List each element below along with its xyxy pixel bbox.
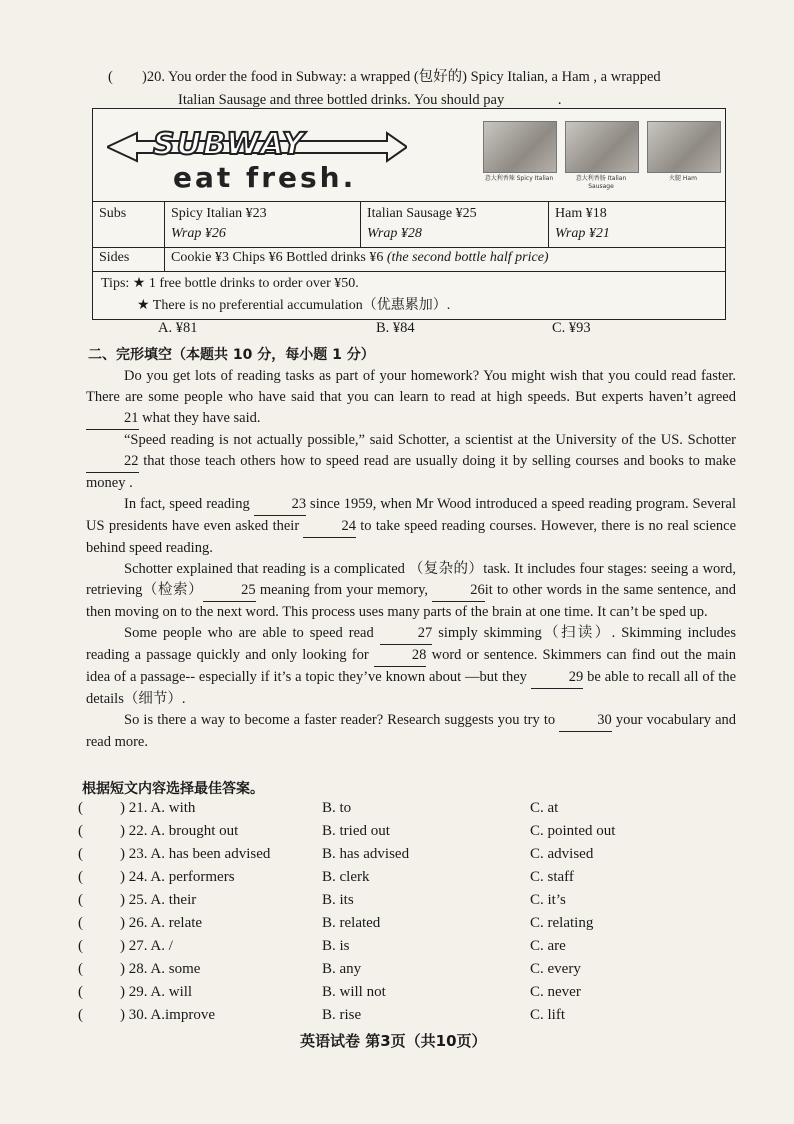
option-c: C. staff: [530, 869, 574, 885]
text: your vocabulary and read more.: [86, 712, 737, 750]
sandwich-photos: [483, 121, 719, 195]
subs-row: [93, 201, 725, 248]
tip-2: ★ There is no preferential accumulation（优惠累加）.: [137, 298, 451, 313]
option-b: B. has advised: [322, 846, 410, 862]
text: “Speed reading is not actually possible,” said Schotter, a scientist at the University of the US. Schotter: [124, 432, 736, 448]
option-b: B. tried out: [322, 823, 390, 839]
sub-item: [361, 201, 549, 247]
q20-line2: Italian Sausage and three bottled drinks. You should pay: [178, 92, 505, 108]
tip-1: Tips: ★ 1 free bottle drinks to order over ¥50.: [101, 276, 359, 291]
subs-label: Subs: [93, 201, 165, 247]
option-a: ) 26. A. relate: [120, 915, 203, 931]
option-c: C. never: [530, 984, 581, 1000]
option-c: C. at: [530, 800, 559, 816]
answer-paren: (: [78, 823, 83, 839]
q20-option-c: C. ¥93: [552, 320, 591, 336]
question-row: [78, 938, 758, 961]
paragraph-3: [86, 494, 736, 559]
option-b: B. its: [322, 892, 354, 908]
answer-paren: (: [78, 984, 83, 1000]
spicy-italian-photo: [483, 121, 557, 173]
text: word or sentence. Skimmers can find out the main idea of a passage-- especially if it’s a topic they’ve known about —but they: [86, 647, 736, 685]
sides-label: Sides: [93, 247, 165, 271]
option-b: B. any: [322, 961, 362, 977]
option-a: ) 30. A.improve: [120, 1007, 215, 1023]
sides-row: [93, 247, 725, 272]
text: what they have said.: [142, 410, 261, 426]
answer-paren: (: [78, 1007, 83, 1023]
text: simply skimming（扫读）. Skimming includes reading a passage quickly and only looking for: [86, 625, 736, 663]
answer-paren: (: [78, 915, 83, 931]
sub-name: Italian Sausage ¥25: [367, 206, 477, 221]
paragraph-2: [86, 430, 736, 494]
paragraph-4: [86, 559, 736, 623]
sub-wrap-price: Wrap ¥26: [171, 226, 226, 241]
text: be able to recall all of the details（细节）.: [86, 669, 737, 707]
option-b: B. is: [322, 938, 350, 954]
question-row: [78, 961, 758, 984]
question-row: [78, 823, 758, 846]
option-b: B. clerk: [322, 869, 370, 885]
answer-paren: (: [78, 869, 83, 885]
option-a: ) 27. A. /: [120, 938, 173, 954]
option-c: C. it’s: [530, 892, 566, 908]
text: In fact, speed reading: [124, 496, 250, 512]
ham-photo: [647, 121, 721, 173]
subway-logo-text: SUBWAY: [153, 127, 306, 162]
question-row: [78, 915, 758, 938]
text: Schotter explained that reading is a complicated （复杂的）task. It includes four stages: seeing a word, retrieving（检索）: [86, 561, 736, 598]
blank-29: 29: [531, 667, 584, 689]
option-a: ) 21. A. with: [120, 800, 196, 816]
question-row: [78, 846, 758, 869]
text: Do you get lots of reading tasks as part of your homework? You might wish that you could read faster. There are some people who have said that you can learn to read at high speeds. But experts haven’t agreed: [86, 368, 736, 405]
sub-wrap-price: Wrap ¥21: [555, 226, 610, 241]
sides-note: (the second bottle half price): [386, 250, 549, 265]
blank-26: 26: [432, 580, 485, 602]
option-a: ) 25. A. their: [120, 892, 197, 908]
q20-line1: )20. You order the food in Subway: a wrapped (包好的) Spicy Italian, a Ham , a wrapped: [142, 69, 661, 85]
sides-text: Cookie ¥3 Chips ¥6 Bottled drinks ¥6: [171, 250, 384, 265]
answer-paren: (: [78, 892, 83, 908]
question-row: [78, 892, 758, 915]
cloze-passage: [86, 366, 736, 753]
blank-28: 28: [374, 645, 427, 667]
page-footer: 英语试卷 第3页（共10页）: [300, 1032, 487, 1050]
question-row: [78, 1007, 758, 1030]
sub-item: [549, 201, 725, 247]
blank-24: 24: [303, 516, 356, 538]
option-b: B. rise: [322, 1007, 362, 1023]
option-a: ) 29. A. will: [120, 984, 193, 1000]
sub-wrap-price: Wrap ¥28: [367, 226, 422, 241]
question-row: [78, 984, 758, 1007]
option-b: B. to: [322, 800, 352, 816]
answer-paren: (: [108, 69, 113, 85]
q20-option-b: B. ¥84: [376, 320, 415, 336]
answer-paren: (: [78, 800, 83, 816]
tagline: eat fresh.: [173, 161, 357, 194]
answer-paren: (: [78, 846, 83, 862]
answer-paren: (: [78, 938, 83, 954]
subway-banner: [93, 109, 725, 202]
blank-21: 21: [86, 408, 139, 430]
choose-instruction: 根据短文内容选择最佳答案。: [82, 781, 264, 797]
option-c: C. relating: [530, 915, 594, 931]
sub-name: Ham ¥18: [555, 206, 607, 221]
text: it to other words in the same sentence, and then moving on to the next word. This process uses many parts of the brain at one time. It can’t be sped up.: [86, 582, 737, 620]
question-row: [78, 869, 758, 892]
option-c: C. are: [530, 938, 566, 954]
text: that those teach others how to speed read are usually doing it by selling courses and books to make money .: [86, 453, 736, 491]
option-c: C. pointed out: [530, 823, 616, 839]
text: since 1959, when Mr Wood introduced a speed reading program. Several US presidents have even asked their: [86, 496, 736, 534]
blank-22: 22: [86, 451, 139, 473]
option-a: ) 22. A. brought out: [120, 823, 239, 839]
option-b: B. will not: [322, 984, 386, 1000]
photo-label: 意大利香肠 Italian Sausage: [575, 175, 627, 190]
section-title: 二、完形填空（本题共 10 分，每小题 1 分）: [88, 347, 375, 363]
question-20: [108, 66, 728, 113]
q20-option-a: A. ¥81: [158, 320, 198, 336]
answer-paren: (: [78, 961, 83, 977]
text: Some people who are able to speed read: [124, 625, 374, 641]
subway-menu: [92, 108, 726, 320]
text: meaning from your memory,: [259, 582, 429, 598]
option-b: B. related: [322, 915, 381, 931]
option-c: C. advised: [530, 846, 594, 862]
blank-23: 23: [254, 494, 307, 516]
italian-sausage-photo: [565, 121, 639, 173]
option-a: ) 24. A. performers: [120, 869, 235, 885]
sub-item: [165, 201, 361, 247]
text: So is there a way to become a faster reader? Research suggests you try to: [124, 712, 556, 728]
blank-25: 25: [203, 580, 256, 602]
tips: [93, 271, 725, 319]
photo-label: 意大利香辣 Spicy Italian: [484, 175, 554, 182]
text: to take speed reading courses. However, there is no real science behind speed reading.: [86, 518, 737, 556]
sides-items: [165, 247, 725, 271]
q20-end: .: [557, 92, 562, 108]
blank-27: 27: [380, 623, 433, 645]
option-c: C. lift: [530, 1007, 566, 1023]
option-a: ) 23. A. has been advised: [120, 846, 271, 862]
blank-30: 30: [559, 710, 612, 732]
question-row: [78, 800, 758, 823]
photo-label: 火腿 Ham: [669, 175, 697, 182]
sub-name: Spicy Italian ¥23: [171, 206, 267, 221]
option-a: ) 28. A. some: [120, 961, 201, 977]
paragraph-5: [86, 623, 736, 710]
paragraph-6: [86, 710, 736, 753]
paragraph-1: [86, 366, 736, 430]
option-c: C. every: [530, 961, 581, 977]
